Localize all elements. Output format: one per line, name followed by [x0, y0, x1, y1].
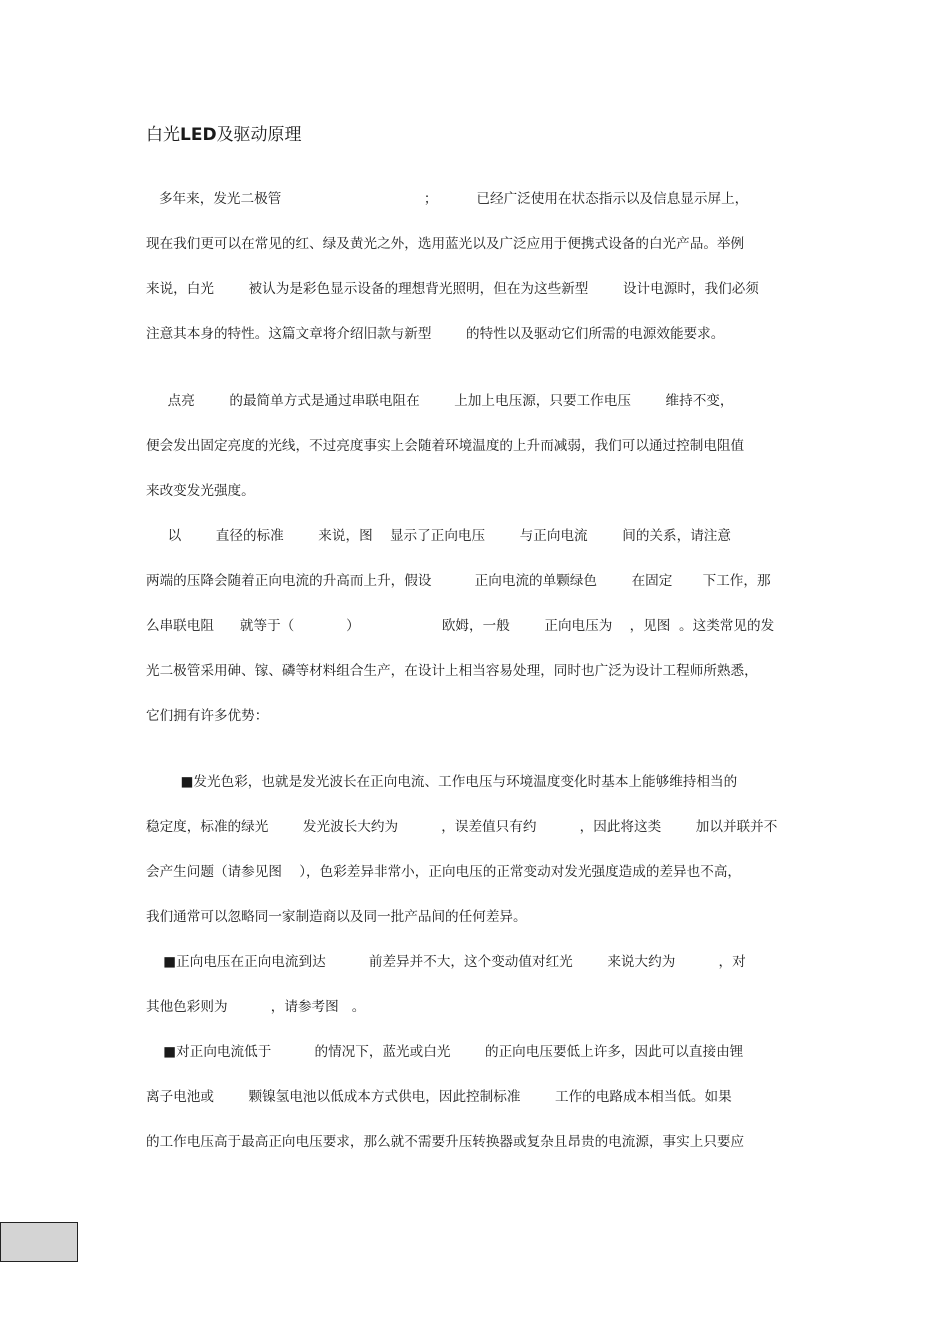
- paragraph-line: 以 直径的标准 来说，图 显示了正向电压 与正向电流 间的关系，请注意: [146, 528, 731, 544]
- paragraph-line: 便会发出固定亮度的光线，不过亮度事实上会随着环境温度的上升而减弱，我们可以通过控制电阻值: [146, 438, 745, 454]
- paragraph-line: 稳定度，标准的绿光 发光波长大约为 ，误差值只有约 ，因此将这类 加以并联并不: [146, 819, 778, 835]
- paragraph-line: 它们拥有许多优势：: [146, 708, 269, 724]
- paragraph-line: 其他色彩则为 ，请参考图 。: [146, 999, 366, 1015]
- paragraph-line: ■发光色彩，也就是发光波长在正向电流、工作电压与环境温度变化时基本上能够维持相当的: [146, 774, 738, 790]
- paragraph-line: 我们通常可以忽略同一家制造商以及同一批产品间的任何差异。: [146, 909, 527, 925]
- paragraph-line: 多年来，发光二极管 ； 已经广泛使用在状态指示以及信息显示屏上，: [146, 191, 749, 207]
- title-suffix: 及驱动原理: [216, 125, 302, 145]
- title-prefix: 白光: [146, 125, 180, 145]
- paragraph-line: ■正向电压在正向电流到达 前差异并不大，这个变动值对红光 来说大约为 ，对: [146, 954, 746, 970]
- paragraph-line: 来改变发光强度。: [146, 483, 255, 499]
- paragraph-line: ■对正向电流低于 的情况下，蓝光或白光 的正向电压要低上许多，因此可以直接由锂: [146, 1044, 744, 1060]
- paragraph-line: 么串联电阻 就等于（ ） 欧姆，一般 正向电压为 ，见图 。这类常见的发: [146, 618, 775, 634]
- paragraph-line: 两端的压降会随着正向电流的升高而上升，假设 正向电流的单颗绿色 在固定 下工作，那: [146, 573, 771, 589]
- document-title: [146, 120, 302, 145]
- paragraph-line: 会产生问题（请参见图 ），色彩差异非常小，正向电压的正常变动对发光强度造成的差异也不高，: [146, 864, 742, 880]
- page-footer-box: [0, 1222, 78, 1262]
- paragraph-line: 来说，白光 被认为是彩色显示设备的理想背光照明，但在为这些新型 设计电源时，我们必须: [146, 281, 759, 297]
- paragraph-line: 的工作电压高于最高正向电压要求，那么就不需要升压转换器或复杂且昂贵的电流源，事实上只要应: [146, 1134, 745, 1150]
- paragraph-line: 点亮 的最简单方式是通过串联电阻在 上加上电压源，只要工作电压 维持不变，: [146, 393, 734, 409]
- paragraph-line: 现在我们更可以在常见的红、绿及黄光之外，选用蓝光以及广泛应用于便携式设备的白光产品。举例: [146, 236, 745, 252]
- paragraph-line: 注意其本身的特性。这篇文章将介绍旧款与新型 的特性以及驱动它们所需的电源效能要求。: [146, 326, 725, 342]
- paragraph-line: 离子电池或 颗镍氢电池以低成本方式供电，因此控制标准 工作的电路成本相当低。如果: [146, 1089, 732, 1105]
- title-bold: LED: [180, 125, 217, 145]
- paragraph-line: 光二极管采用砷、镓、磷等材料组合生产，在设计上相当容易处理，同时也广泛为设计工程师所熟悉，: [146, 663, 758, 679]
